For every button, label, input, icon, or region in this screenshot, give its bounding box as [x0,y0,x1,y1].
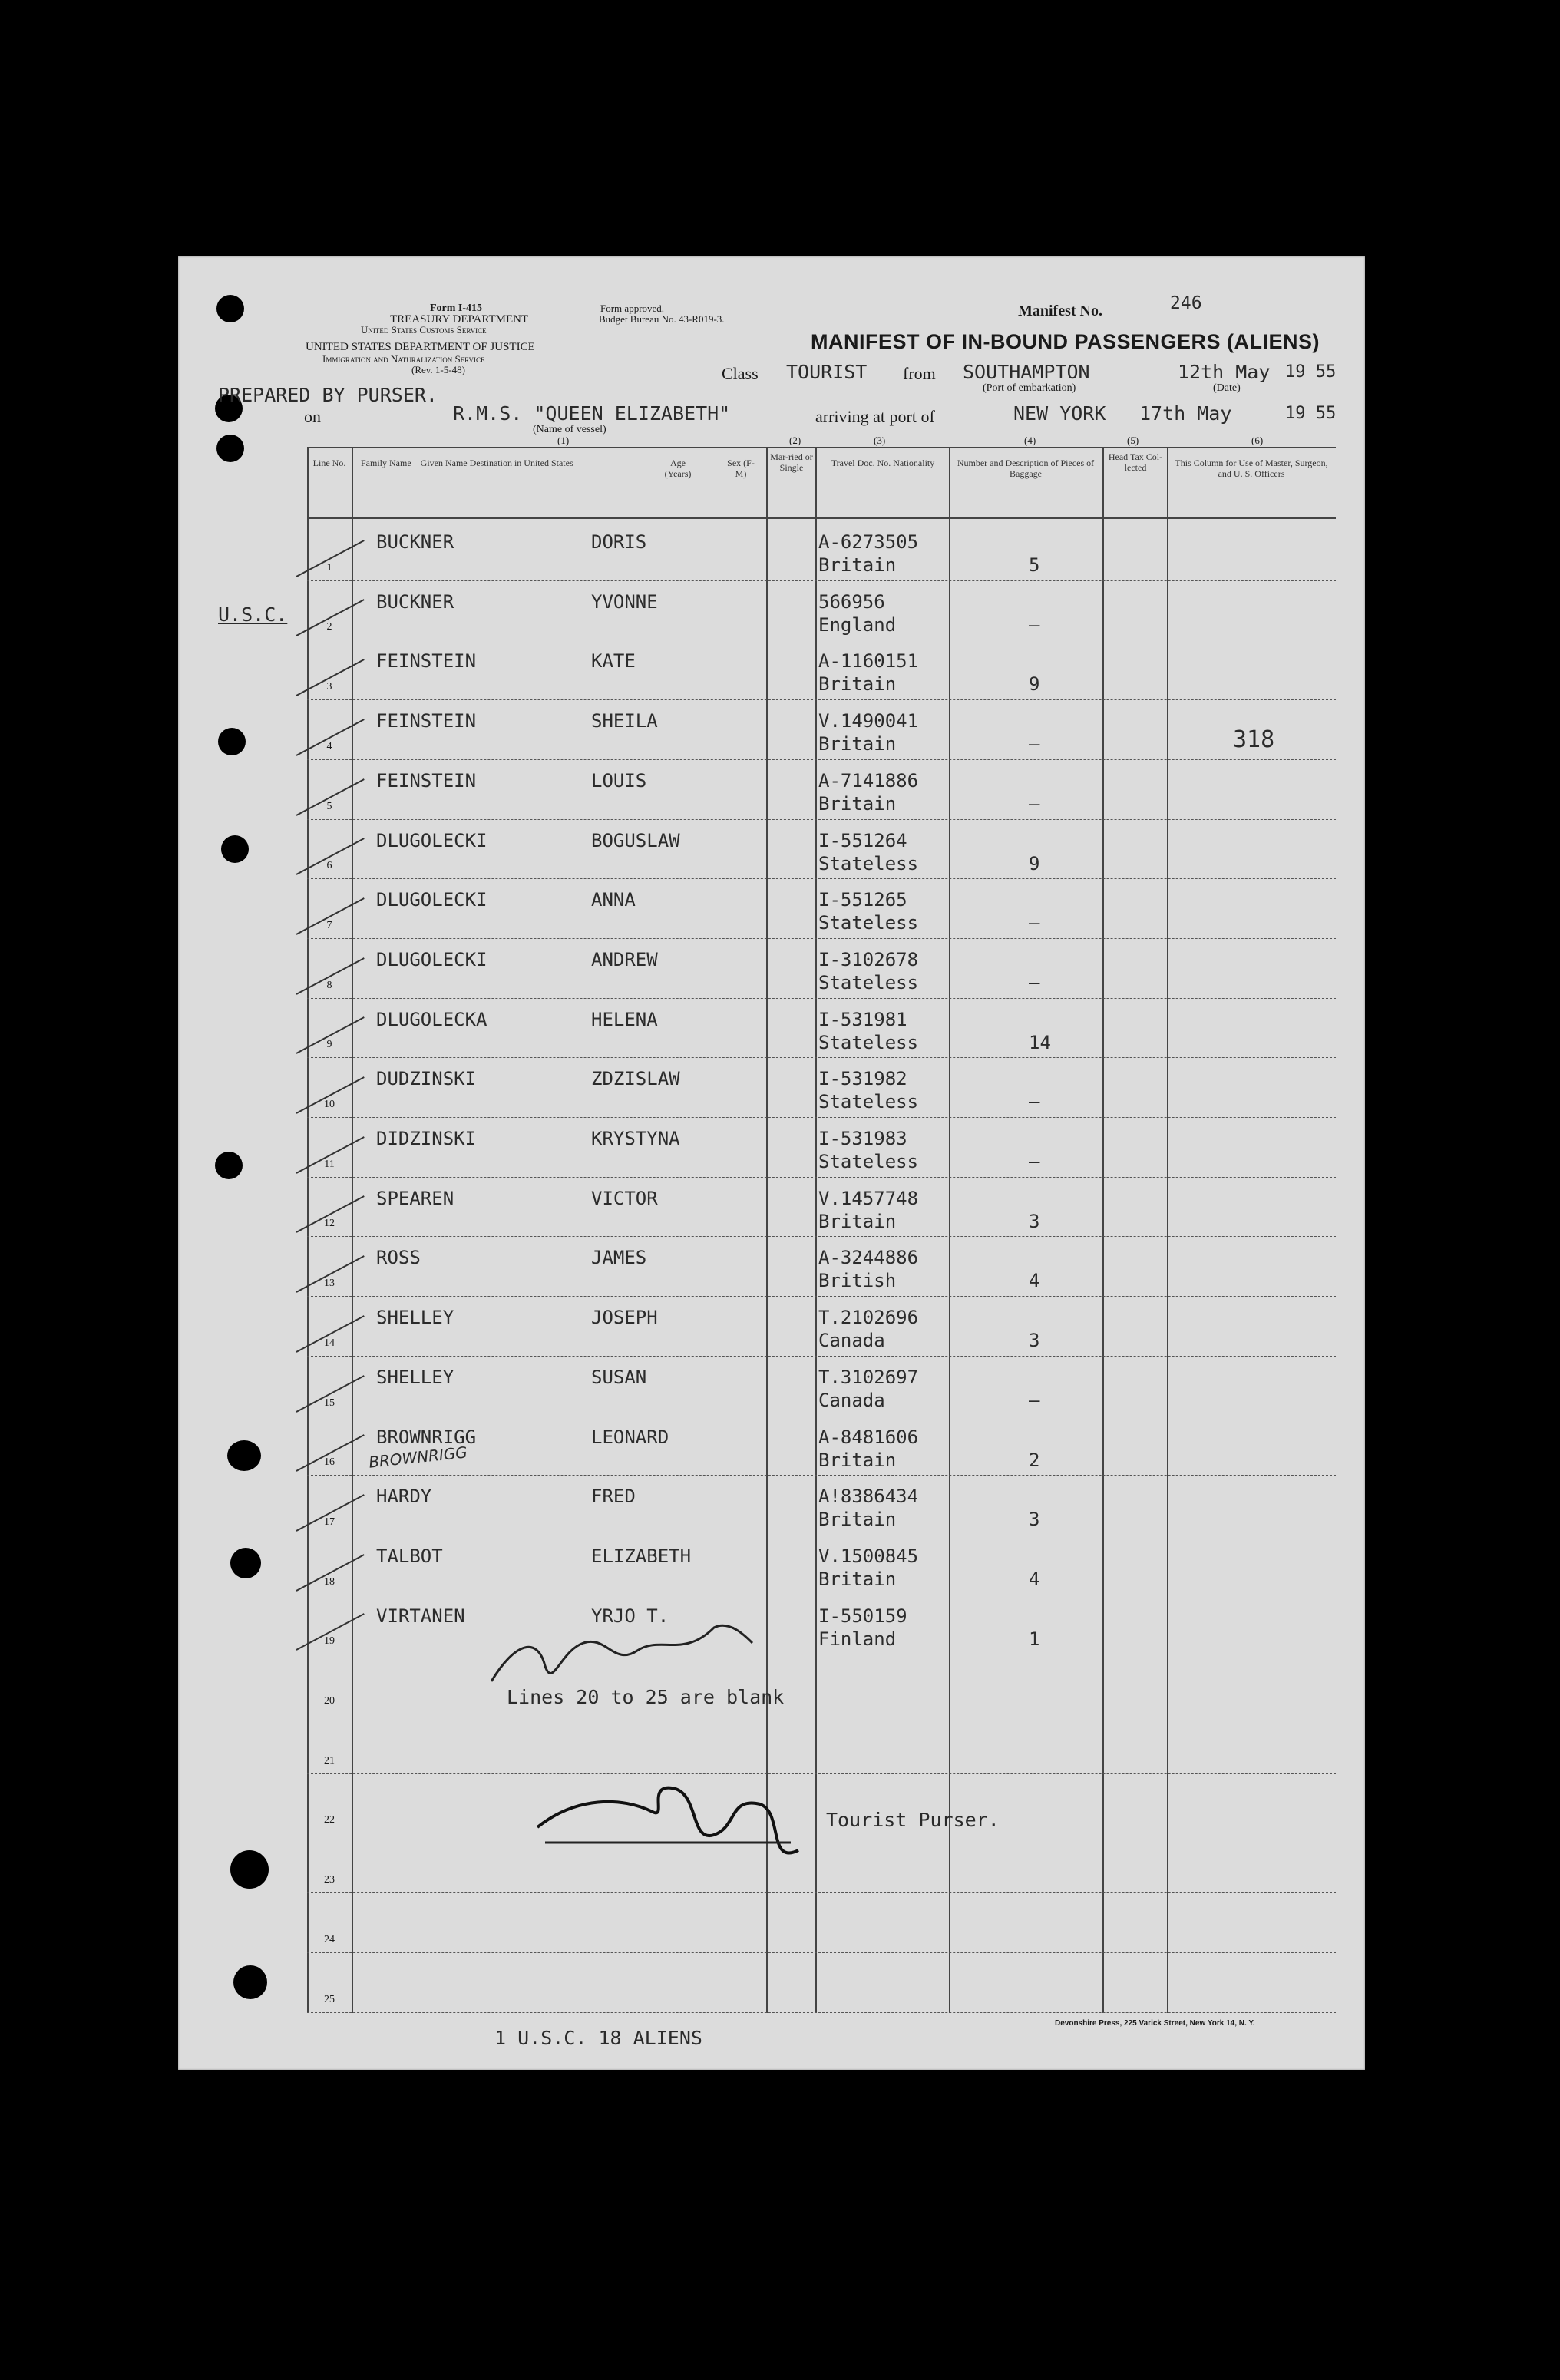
passenger-given-name: SUSAN [591,1366,647,1388]
passenger-family-name: VIRTANEN [376,1605,465,1627]
travel-doc-number: I-3102678 [818,948,919,970]
row-line-number: 8 [326,979,332,991]
passenger-family-name: BUCKNER [376,531,454,553]
header-baggage: Number and Description of Pieces of Baggage [957,458,1095,479]
nationality: Finland [818,1628,897,1650]
port-caption: (Port of embarkation) [983,382,1076,394]
nationality: Stateless [818,1151,919,1172]
class-value: TOURIST [786,361,868,383]
passenger-given-name: LEONARD [591,1426,669,1448]
col-divider [949,447,950,2013]
nationality: Britain [818,554,897,576]
passenger-given-name: YVONNE [591,590,658,613]
nationality: British [818,1270,897,1292]
travel-doc-number: A-7141886 [818,769,919,792]
travel-doc-number: V.1457748 [818,1187,919,1209]
row-line-number: 16 [324,1456,335,1469]
baggage-count: 2 [1029,1449,1040,1471]
row-rule [307,1296,1336,1297]
row-rule [307,938,1336,939]
travel-doc-number: V.1500845 [818,1545,919,1567]
budget-bureau: Budget Bureau No. 43-R019-3. [599,313,725,325]
baggage-count: – [1029,971,1040,993]
nationality: Britain [818,792,897,815]
header-sex: Sex (F-M) [727,458,755,479]
nationality: Canada [818,1389,885,1411]
passenger-family-name: TALBOT [376,1545,443,1567]
row-line-number: 12 [324,1218,335,1230]
travel-doc-number: 566956 [818,590,885,613]
travel-doc-number: A-3244886 [818,1247,919,1269]
header-head-tax: Head Tax Col-lected [1108,451,1163,473]
dept-ins: Immigration and Naturalization Service [322,353,485,365]
row-rule [307,1117,1336,1118]
col-divider [1102,447,1104,2013]
passenger-family-name: FEINSTEIN [376,769,477,792]
printer-imprint: Devonshire Press, 225 Varick Street, New York 14, N. Y. [1055,2019,1255,2028]
nationality: Britain [818,1568,897,1590]
nationality: England [818,613,897,636]
vessel-name: R.M.S. "QUEEN ELIZABETH" [453,402,731,425]
passenger-family-name: HARDY [376,1486,432,1508]
passenger-given-name: HELENA [591,1008,658,1030]
passenger-given-name: ANNA [591,889,636,911]
row-rule [307,998,1336,999]
passenger-family-name: DLUGOLECKA [376,1008,488,1030]
usc-margin-note: U.S.C. [218,603,288,626]
punch-hole [230,1850,269,1889]
row-line-number: 7 [326,919,332,931]
arriving-label: arriving at port of [815,407,935,426]
baggage-count: – [1029,1091,1040,1113]
row-rule [307,580,1336,581]
baggage-count: – [1029,1389,1040,1411]
col2-number: (2) [789,435,801,446]
header-age: Age (Years) [664,458,692,479]
travel-doc-number: A-8481606 [818,1426,919,1448]
passenger-given-name: BOGUSLAW [591,829,680,851]
baggage-count: 4 [1029,1270,1040,1292]
baggage-count: – [1029,792,1040,815]
passenger-family-name: DLUGOLECKI [376,829,488,851]
form-revision: (Rev. 1-5-48) [411,364,465,375]
vessel-caption: (Name of vessel) [533,424,606,435]
dept-customs: United States Customs Service [361,324,487,336]
passenger-given-name: DORIS [591,531,647,553]
travel-doc-number: I-531982 [818,1068,907,1090]
passenger-family-name: DIDZINSKI [376,1128,477,1149]
row-line-number: 14 [324,1337,335,1349]
header-line-no: Line No. [312,458,346,468]
passenger-given-name: KATE [591,650,636,673]
baggage-count: 3 [1029,1509,1040,1531]
col6-number: (6) [1251,435,1264,446]
footer-totals: 1 U.S.C. 18 ALIENS [494,2027,702,2049]
nationality: Stateless [818,912,919,934]
punch-hole [216,435,244,462]
punch-hole [218,728,246,755]
baggage-count: 14 [1029,1031,1051,1053]
passenger-given-name: ZDZISLAW [591,1068,680,1090]
manifest-title: MANIFEST OF IN-BOUND PASSENGERS (ALIENS) [811,330,1320,353]
on-label: on [304,407,321,426]
row-line-number: 2 [326,621,332,633]
row-line-number: 20 [324,1695,335,1707]
punch-hole [221,835,249,863]
header-married: Mar-ried or Single [770,451,813,473]
row-line-number: 9 [326,1039,332,1051]
travel-doc-number: V.1490041 [818,710,919,732]
row-rule [307,1475,1336,1476]
row-line-number: 15 [324,1397,335,1409]
row-line-number: 10 [324,1099,335,1110]
row-line-number: 22 [324,1814,335,1826]
passenger-given-name: ELIZABETH [591,1545,692,1567]
col1-number: (1) [557,435,570,446]
tourist-purser-label: Tourist Purser. [826,1809,1000,1831]
dept-justice: UNITED STATES DEPARTMENT OF JUSTICE [306,341,535,353]
passenger-given-name: JOSEPH [591,1307,658,1329]
passenger-given-name: VICTOR [591,1187,658,1209]
passenger-given-name: SHEILA [591,710,658,732]
col5-number: (5) [1127,435,1139,446]
baggage-count: – [1029,912,1040,934]
baggage-count: 9 [1029,673,1040,696]
nationality: Britain [818,1509,897,1531]
col3-number: (3) [874,435,886,446]
baggage-count: 3 [1029,1210,1040,1232]
header-rule [307,447,1336,448]
travel-doc-number: A-6273505 [818,531,919,553]
arrival-date: 17th May [1139,402,1232,425]
header-officers: This Column for Use of Master, Surgeon, and U. S. Officers [1175,458,1328,479]
travel-doc-number: A-1160151 [818,650,919,673]
travel-doc-number: I-551265 [818,889,907,911]
nationality: Britain [818,733,897,755]
nationality: Britain [818,673,897,696]
date-caption: (Date) [1213,382,1241,394]
arrival-year: 19 55 [1285,404,1337,423]
row-line-number: 4 [326,740,332,752]
row-line-number: 6 [326,860,332,872]
travel-doc-number: I-550159 [818,1605,907,1627]
purser-signature [530,1766,821,1873]
nationality: Stateless [818,1031,919,1053]
row-line-number: 24 [324,1933,335,1945]
row-line-number: 23 [324,1874,335,1886]
passenger-family-name: BUCKNER [376,590,454,613]
travel-doc-number: A!8386434 [818,1486,919,1508]
manifest-number: 246 [1170,293,1202,313]
arrival-port: NEW YORK [1013,402,1106,425]
col-divider [1167,447,1168,2013]
row-line-number: 19 [324,1635,335,1648]
row-rule [307,1177,1336,1178]
row-rule [307,2012,1336,2013]
punch-hole [216,295,244,322]
baggage-count: 4 [1029,1568,1040,1590]
baggage-count: 3 [1029,1330,1040,1352]
row-rule [307,1057,1336,1058]
officer-note-318: 318 [1233,726,1275,753]
punch-hole [227,1440,261,1471]
passenger-given-name: JAMES [591,1247,647,1269]
row-rule [307,759,1336,760]
passenger-given-name: ANDREW [591,948,658,970]
nationality: Stateless [818,971,919,993]
row-rule [307,699,1336,700]
punch-hole [215,1152,243,1179]
col4-number: (4) [1024,435,1036,446]
passenger-family-name: FEINSTEIN [376,710,477,732]
row-line-number: 17 [324,1516,335,1528]
row-line-number: 21 [324,1754,335,1767]
blank-lines-note: Lines 20 to 25 are blank [507,1686,785,1708]
row-line-number: 5 [326,800,332,812]
nationality: Canada [818,1330,885,1352]
inspector-signature [484,1612,760,1697]
baggage-count: – [1029,613,1040,636]
baggage-count: – [1029,1151,1040,1172]
nationality: Britain [818,1449,897,1471]
embark-year: 19 55 [1285,362,1337,382]
passenger-family-name: SPEAREN [376,1187,454,1209]
table-border-left [307,447,309,2013]
manifest-table [307,447,1336,2013]
from-label: from [903,364,936,383]
travel-doc-number: T.2102696 [818,1307,919,1329]
passenger-family-name: BROWNRIGG [376,1426,477,1448]
header-travel-doc: Travel Doc. No. Nationality [831,458,935,468]
travel-doc-number: I-551264 [818,829,907,851]
passenger-given-name: FRED [591,1486,636,1508]
row-line-number: 1 [326,561,332,574]
travel-doc-number: I-531981 [818,1008,907,1030]
form-approved: Form approved. [600,302,665,314]
manifest-label: Manifest No. [1018,302,1102,319]
passenger-family-name: DLUGOLECKI [376,889,488,911]
travel-doc-number: T.3102697 [818,1366,919,1388]
nationality: Stateless [818,852,919,874]
nationality: Britain [818,1210,897,1232]
row-rule [307,819,1336,820]
row-rule [307,1236,1336,1237]
prepared-by: PREPARED BY PURSER. [218,384,438,406]
punch-hole [233,1965,267,1999]
col-divider [352,447,353,2013]
baggage-count: – [1029,733,1040,755]
passenger-given-name: KRYSTYNA [591,1128,680,1149]
row-line-number: 25 [324,1993,335,2005]
row-line-number: 18 [324,1575,335,1588]
passenger-family-name: DUDZINSKI [376,1068,477,1090]
punch-hole [230,1548,261,1578]
form-number: Form I-415 [430,302,483,314]
row-rule [307,1952,1336,1953]
brownrigg-handwritten: BROWNRIGG [368,1443,468,1472]
baggage-count: 1 [1029,1628,1040,1650]
passenger-given-name: YRJO T. [591,1605,669,1627]
header-name: Family Name—Given Name Destination in United States [361,458,573,468]
header-rule [307,517,1336,519]
dept-treasury: TREASURY DEPARTMENT [390,313,529,326]
passenger-family-name: DLUGOLECKI [376,948,488,970]
baggage-count: 9 [1029,852,1040,874]
passenger-given-name: LOUIS [591,769,647,792]
row-rule [307,878,1336,879]
class-label: Class [722,364,759,383]
baggage-count: 5 [1029,554,1040,576]
row-line-number: 3 [326,681,332,693]
row-rule [307,1356,1336,1357]
embark-date: 12th May [1178,361,1271,383]
row-line-number: 11 [324,1158,335,1170]
travel-doc-number: I-531983 [818,1128,907,1149]
passenger-family-name: SHELLEY [376,1307,454,1329]
row-rule [307,1892,1336,1893]
passenger-family-name: FEINSTEIN [376,650,477,673]
from-value: SOUTHAMPTON [963,361,1090,383]
nationality: Stateless [818,1091,919,1113]
row-rule [307,1773,1336,1774]
passenger-family-name: SHELLEY [376,1366,454,1388]
passenger-family-name: ROSS [376,1247,421,1269]
row-line-number: 13 [324,1278,335,1290]
